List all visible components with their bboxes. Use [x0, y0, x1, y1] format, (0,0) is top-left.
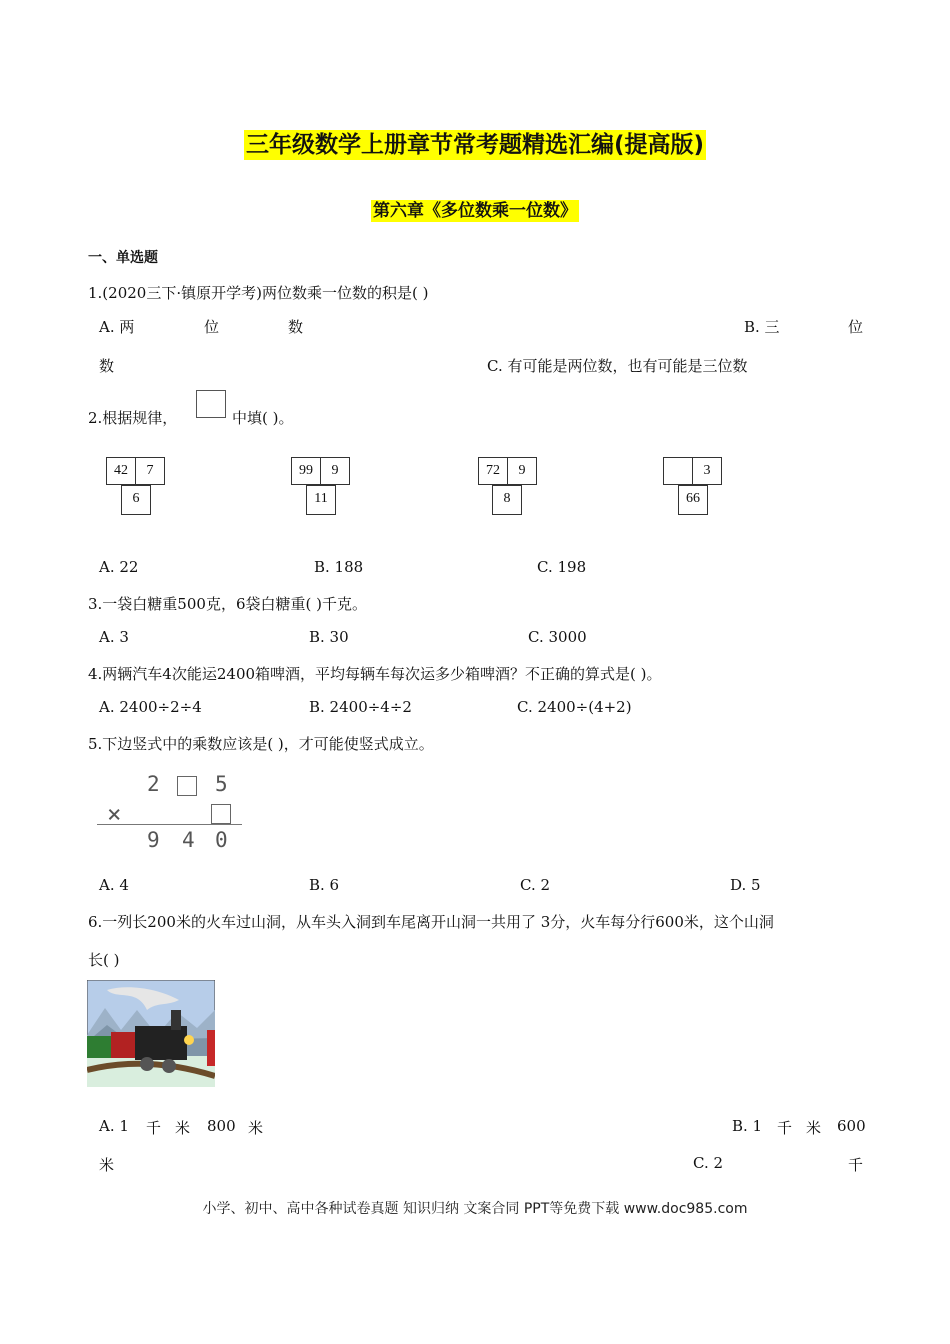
q5-option-b: B. 6 — [309, 876, 340, 894]
multiplicand-digit: 2 — [147, 772, 160, 796]
q2-option-b: B. 188 — [314, 558, 364, 576]
q3-option-b: B. 30 — [309, 628, 349, 646]
section-heading: 一、单选题 — [88, 250, 158, 266]
q6-option-b-part: 千 — [777, 1119, 793, 1137]
q3-option-c: C. 3000 — [528, 628, 587, 646]
q6-option-b-part: 600 — [837, 1117, 866, 1135]
q1-option-c: C. 有可能是两位数，也有可能是三位数 — [487, 357, 748, 375]
times-sign: × — [107, 800, 122, 828]
q6-option-a-part: 米 — [175, 1119, 191, 1137]
page-footer: 小学、初中、高中各种试卷真题 知识归纳 文案合同 PPT等免费下载 www.doc985.com — [202, 1201, 748, 1217]
question-1: 1.(2020三下·镇原开学考)两位数乘一位数的积是( ) — [88, 284, 429, 302]
q1-option-a-part: 位 — [204, 318, 220, 336]
puzzle-cell: 72 — [478, 457, 508, 485]
q6-option-b-part: 米 — [806, 1119, 822, 1137]
q1-option-a-part: 数 — [288, 318, 304, 336]
puzzle-cell: 9 — [320, 457, 350, 485]
q6-option-a-part: 800 — [207, 1117, 236, 1135]
q4-option-c: C. 2400÷(4+2) — [517, 698, 632, 716]
question-4: 4.两辆汽车4次能运2400箱啤酒，平均每辆车每次运多少箱啤酒？不正确的算式是( )。 — [88, 665, 662, 683]
puzzle-cell: 42 — [106, 457, 136, 485]
question-2-part-a: 2.根据规律， — [88, 409, 178, 427]
product-digit: 9 — [147, 828, 160, 852]
q6-option-a: A. 1 — [99, 1117, 129, 1135]
puzzle-cell: 9 — [507, 457, 537, 485]
q1-option-b: B. 三 — [744, 318, 780, 336]
q6-option-a-part: 米 — [248, 1119, 264, 1137]
q6-option-a-part: 千 — [146, 1119, 162, 1137]
product-digit: 4 — [182, 828, 195, 852]
question-6-line-2: 长( ) — [88, 951, 120, 969]
q1-option-b-part: 数 — [99, 357, 115, 375]
train-tunnel-image — [87, 980, 215, 1087]
blank-square-icon — [211, 804, 231, 824]
puzzle-cell: 66 — [678, 485, 708, 515]
puzzle-cell: 99 — [291, 457, 321, 485]
q4-option-a: A. 2400÷2÷4 — [99, 698, 202, 716]
q6-option-c: C. 2 — [693, 1154, 724, 1172]
q1-option-a: A. 两 — [99, 318, 135, 336]
puzzle-cell: 6 — [121, 485, 151, 515]
multiplicand-digit: 5 — [215, 772, 228, 796]
page-title: 三年级数学上册章节常考题精选汇编(提高版) — [245, 132, 705, 158]
product-digit: 0 — [215, 828, 228, 852]
q2-option-a: A. 22 — [99, 558, 139, 576]
puzzle-cell: 3 — [692, 457, 722, 485]
q4-option-b: B. 2400÷4÷2 — [309, 698, 412, 716]
puzzle-cell: 8 — [492, 485, 522, 515]
q6-option-b: B. 1 — [732, 1117, 763, 1135]
question-2-part-b: 中填( )。 — [232, 409, 294, 427]
result-line — [97, 824, 242, 825]
chapter-title: 第六章《多位数乘一位数》 — [373, 201, 577, 221]
q6-option-b-part: 米 — [99, 1156, 115, 1174]
question-6-line-1: 6.一列长200米的火车过山洞，从车头入洞到车尾离开山洞一共用了 3分，火车每分行600米，这个山洞 — [88, 913, 774, 931]
q5-option-a: A. 4 — [99, 876, 129, 894]
puzzle-cell: 7 — [135, 457, 165, 485]
q6-option-c-part: 千 — [848, 1156, 864, 1174]
q3-option-a: A. 3 — [99, 628, 129, 646]
question-3: 3.一袋白糖重500克，6袋白糖重( )千克。 — [88, 595, 367, 613]
blank-square-icon — [177, 776, 197, 796]
q1-option-b-part: 位 — [848, 318, 864, 336]
question-5: 5.下边竖式中的乘数应该是( )，才可能使竖式成立。 — [88, 735, 434, 753]
puzzle-cell-blank — [663, 457, 693, 485]
q5-option-c: C. 2 — [520, 876, 551, 894]
q2-option-c: C. 198 — [537, 558, 587, 576]
puzzle-cell: 11 — [306, 485, 336, 515]
blank-square-icon — [196, 390, 226, 418]
q5-option-d: D. 5 — [730, 876, 761, 894]
vertical-multiplication-figure — [95, 770, 245, 855]
